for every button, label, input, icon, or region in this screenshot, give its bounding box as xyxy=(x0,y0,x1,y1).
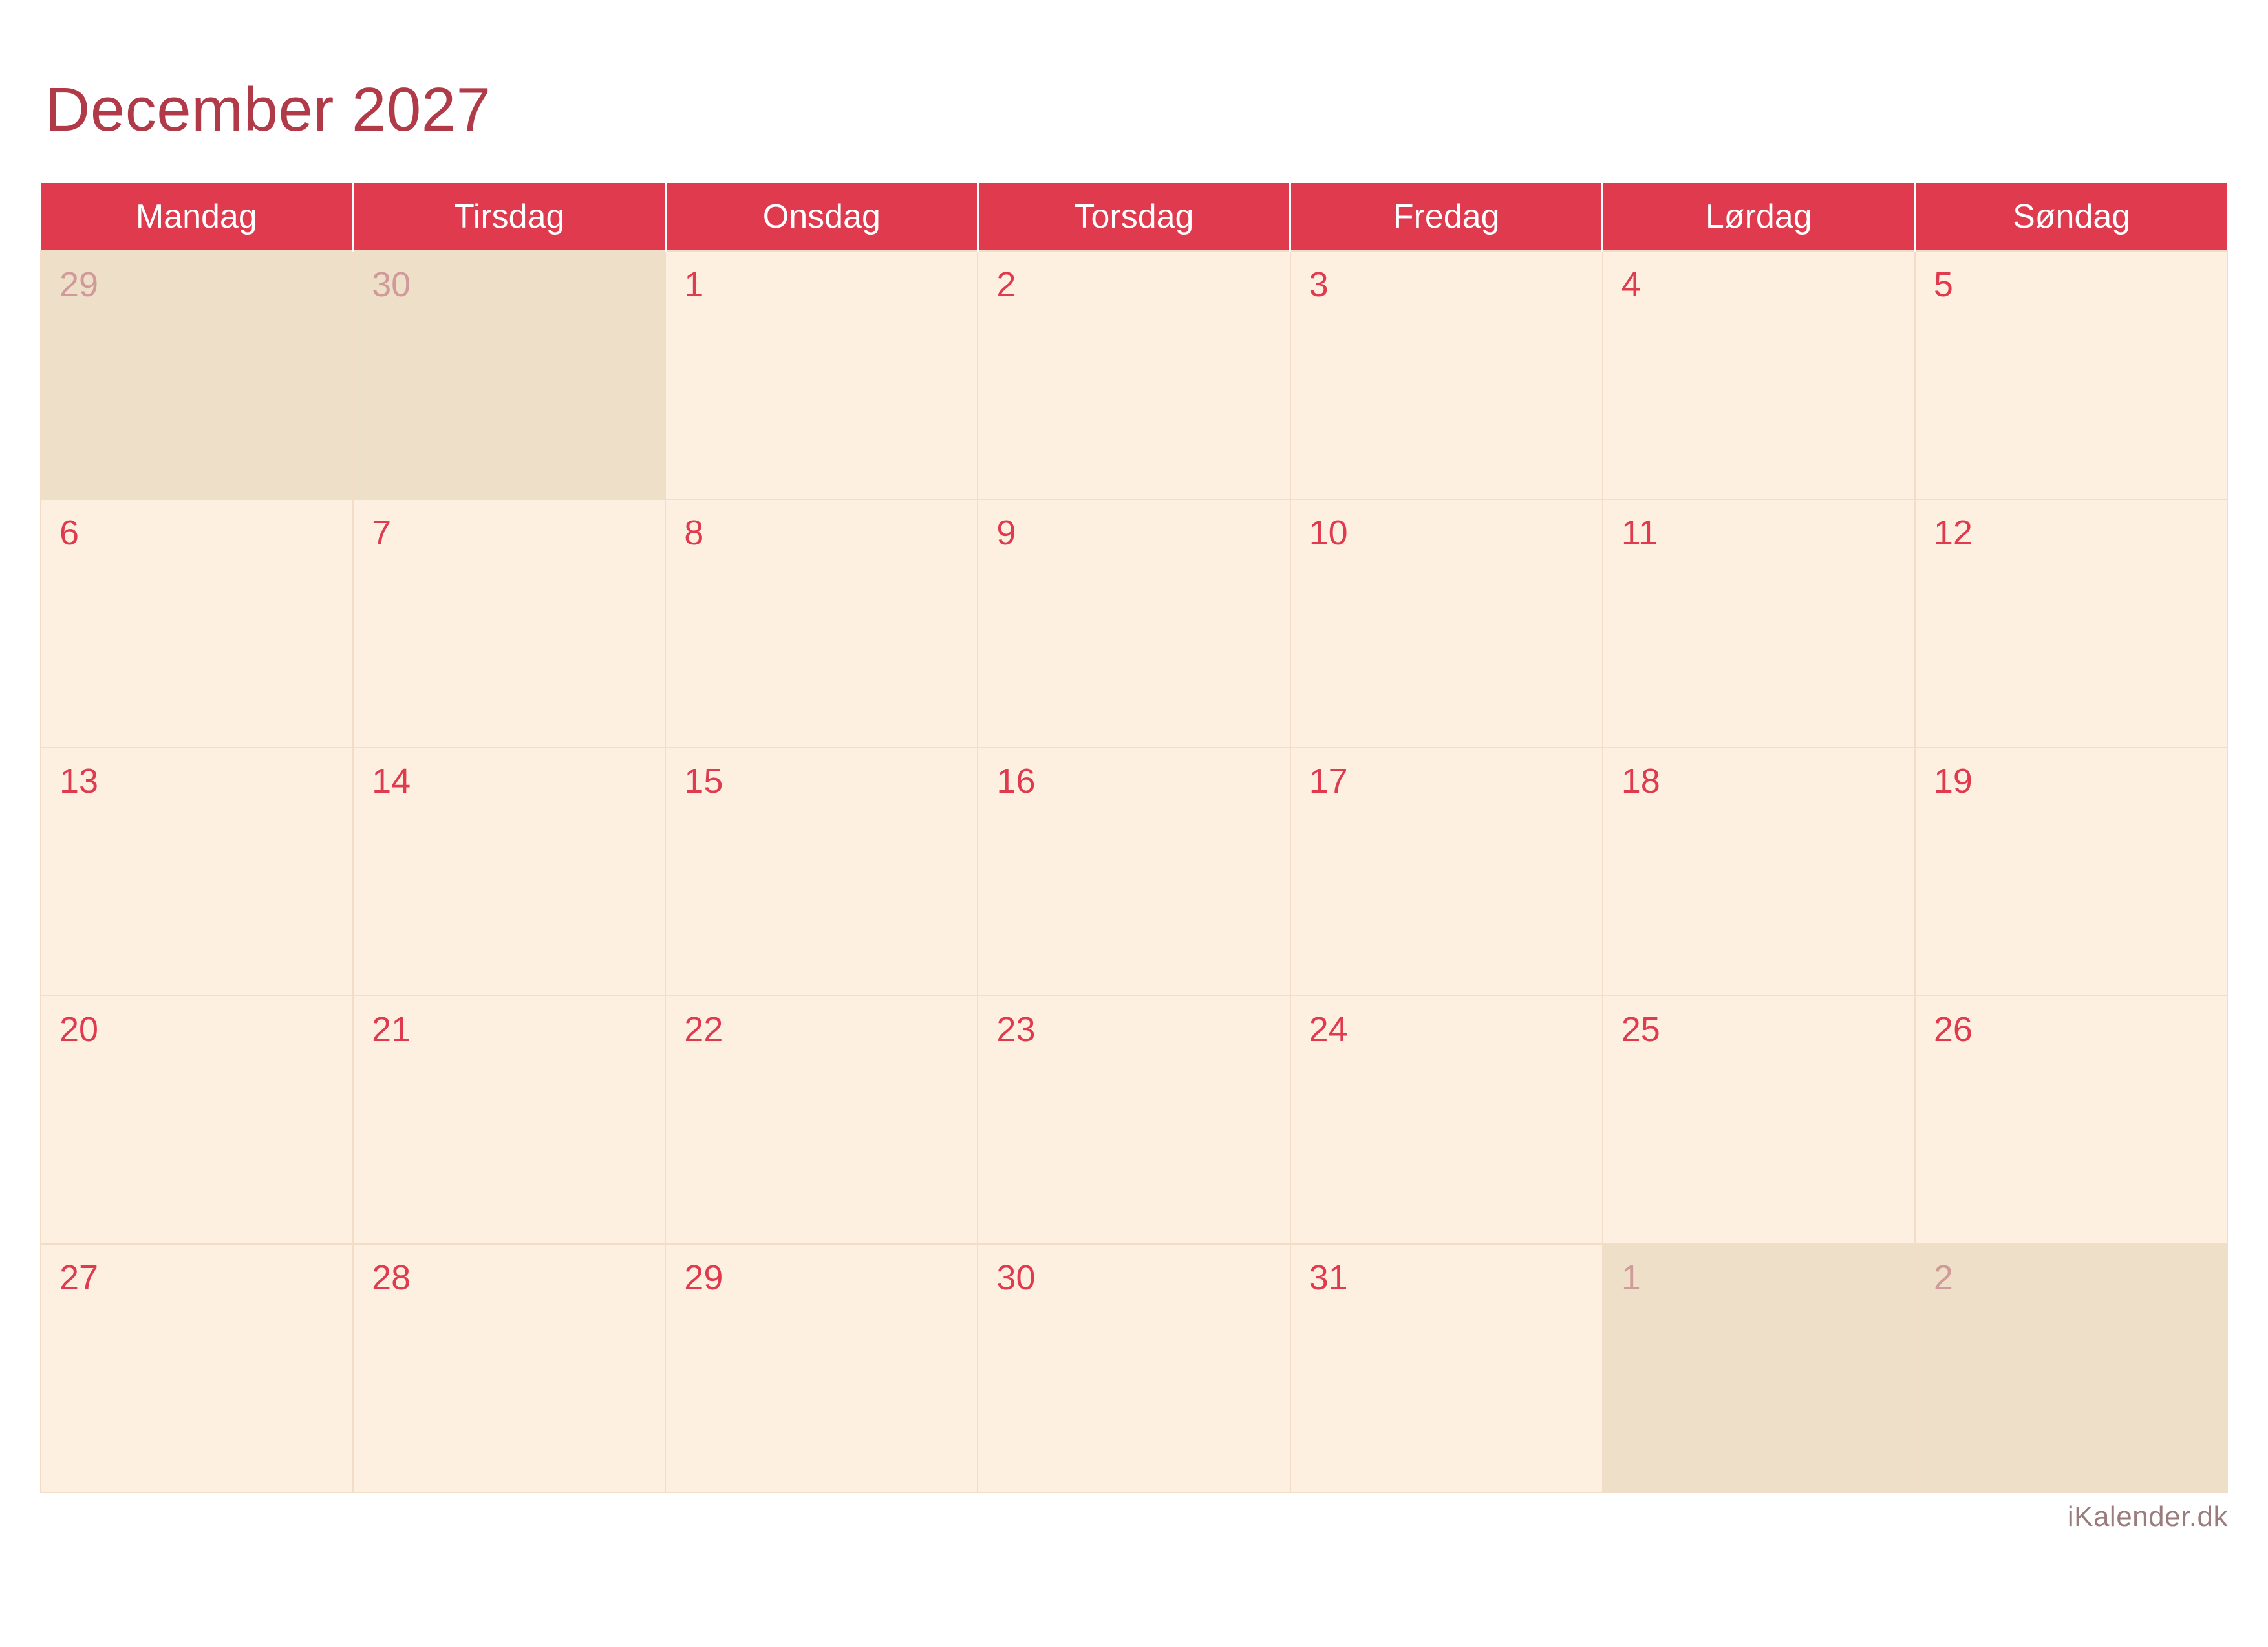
day-number: 15 xyxy=(684,761,723,801)
day-number: 1 xyxy=(1621,1258,1641,1297)
day-cell[interactable] xyxy=(1915,748,2227,996)
day-cell[interactable] xyxy=(1290,1244,1603,1492)
calendar-page xyxy=(0,41,2268,1647)
day-cell[interactable] xyxy=(1603,996,1915,1244)
day-cell[interactable] xyxy=(665,996,978,1244)
day-cell[interactable] xyxy=(353,499,665,748)
calendar-body xyxy=(41,251,2227,1492)
day-cell[interactable] xyxy=(353,1244,665,1492)
day-cell[interactable] xyxy=(1603,499,1915,748)
day-number: 28 xyxy=(372,1258,411,1297)
day-number: 2 xyxy=(996,264,1016,304)
day-number: 10 xyxy=(1309,513,1348,552)
day-cell[interactable] xyxy=(1290,499,1603,748)
day-number: 23 xyxy=(996,1009,1036,1049)
day-cell[interactable] xyxy=(978,251,1290,499)
day-cell[interactable] xyxy=(1603,251,1915,499)
day-number: 18 xyxy=(1621,761,1660,801)
day-cell[interactable] xyxy=(41,1244,353,1492)
day-cell[interactable] xyxy=(1603,1244,1915,1492)
week-row xyxy=(41,499,2227,748)
day-cell[interactable] xyxy=(665,1244,978,1492)
day-cell[interactable] xyxy=(978,499,1290,748)
weekday-header-onsdag: Onsdag xyxy=(665,183,978,251)
weekday-header-torsdag: Torsdag xyxy=(978,183,1290,251)
day-number: 30 xyxy=(996,1258,1036,1297)
day-number: 27 xyxy=(59,1258,99,1297)
weekday-header-fredag: Fredag xyxy=(1290,183,1603,251)
day-number: 14 xyxy=(372,761,411,801)
week-row xyxy=(41,1244,2227,1492)
day-number: 11 xyxy=(1621,513,1658,552)
day-number: 5 xyxy=(1933,264,1953,304)
weekday-header-lordag: Lørdag xyxy=(1603,183,1915,251)
day-number: 25 xyxy=(1621,1009,1660,1049)
day-cell[interactable] xyxy=(1603,748,1915,996)
day-cell[interactable] xyxy=(978,748,1290,996)
day-cell[interactable] xyxy=(665,748,978,996)
day-number: 19 xyxy=(1933,761,1973,801)
day-cell[interactable] xyxy=(1290,996,1603,1244)
calendar-header xyxy=(41,183,2227,251)
day-number: 21 xyxy=(372,1009,411,1049)
day-cell[interactable] xyxy=(353,996,665,1244)
day-cell[interactable] xyxy=(41,996,353,1244)
day-number: 12 xyxy=(1933,513,1973,552)
calendar-grid xyxy=(40,183,2228,1493)
weekday-header-row xyxy=(41,183,2227,251)
site-credit: iKalender.dk xyxy=(2067,1501,2228,1533)
day-number: 2 xyxy=(1933,1258,1953,1297)
week-row xyxy=(41,996,2227,1244)
day-number: 13 xyxy=(59,761,99,801)
day-number: 20 xyxy=(59,1009,99,1049)
day-number: 17 xyxy=(1309,761,1348,801)
day-cell[interactable] xyxy=(353,748,665,996)
day-number: 29 xyxy=(59,264,99,304)
day-cell[interactable] xyxy=(1915,499,2227,748)
day-cell[interactable] xyxy=(41,748,353,996)
day-number: 1 xyxy=(684,264,704,304)
day-cell[interactable] xyxy=(41,251,353,499)
day-cell[interactable] xyxy=(1290,748,1603,996)
day-cell[interactable] xyxy=(665,499,978,748)
day-cell[interactable] xyxy=(665,251,978,499)
day-number: 26 xyxy=(1933,1009,1973,1049)
week-row xyxy=(41,251,2227,499)
day-number: 29 xyxy=(684,1258,723,1297)
day-cell[interactable] xyxy=(978,996,1290,1244)
day-number: 4 xyxy=(1621,264,1641,304)
weekday-header-sondag: Søndag xyxy=(1915,183,2227,251)
day-number: 3 xyxy=(1309,264,1329,304)
day-number: 8 xyxy=(684,513,704,552)
week-row xyxy=(41,748,2227,996)
day-cell[interactable] xyxy=(41,499,353,748)
day-number: 31 xyxy=(1309,1258,1348,1297)
day-number: 6 xyxy=(59,513,80,552)
day-number: 7 xyxy=(372,513,392,552)
day-cell[interactable] xyxy=(1915,251,2227,499)
weekday-header-mandag: Mandag xyxy=(41,183,353,251)
page-title: December 2027 xyxy=(45,75,491,145)
weekday-header-tirsdag: Tirsdag xyxy=(353,183,665,251)
day-number: 22 xyxy=(684,1009,723,1049)
day-number: 9 xyxy=(996,513,1016,552)
day-number: 24 xyxy=(1309,1009,1348,1049)
day-cell[interactable] xyxy=(978,1244,1290,1492)
day-number: 16 xyxy=(996,761,1036,801)
day-cell[interactable] xyxy=(353,251,665,499)
day-number: 30 xyxy=(372,264,411,304)
day-cell[interactable] xyxy=(1915,1244,2227,1492)
day-cell[interactable] xyxy=(1290,251,1603,499)
day-cell[interactable] xyxy=(1915,996,2227,1244)
